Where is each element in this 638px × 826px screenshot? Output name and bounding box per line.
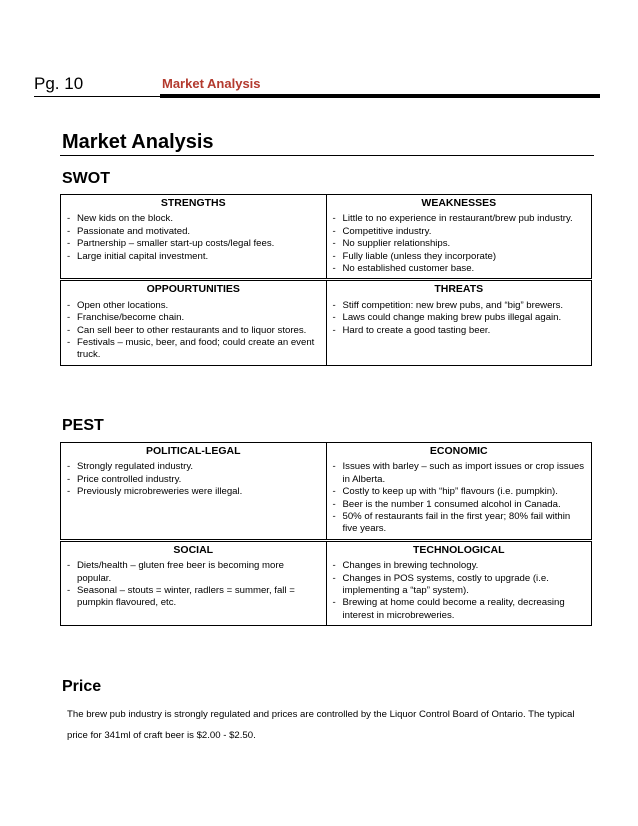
list-item: - Festivals – music, beer, and food; could create an event truck. xyxy=(67,337,320,362)
threats-heading: THREATS xyxy=(326,280,592,298)
swot-table xyxy=(60,194,592,366)
list-item: - Laws could change making brew pubs illegal again. xyxy=(333,312,586,324)
social-heading: SOCIAL xyxy=(61,540,327,558)
list-item: - Changes in brewing technology. xyxy=(333,560,586,572)
list-item: - Partnership – smaller start-up costs/legal fees. xyxy=(67,238,320,250)
title-rule xyxy=(60,155,594,156)
political-cell xyxy=(61,459,327,540)
list-item: - Strongly regulated industry. xyxy=(67,461,320,473)
list-item: - Brewing at home could become a reality, decreasing interest in microbreweries. xyxy=(333,597,586,622)
pest-title: PEST xyxy=(62,417,104,434)
economic-list xyxy=(333,461,586,535)
list-item: - Seasonal – stouts = winter, radlers = summer, fall = pumpkin flavoured, etc. xyxy=(67,585,320,610)
list-item: - Hard to create a good tasting beer. xyxy=(333,325,586,337)
list-item: - No established customer base. xyxy=(333,263,586,275)
list-item: - Costly to keep up with “hip” flavours (i.e. pumpkin). xyxy=(333,486,586,498)
list-item: - New kids on the block. xyxy=(67,213,320,225)
threats-list xyxy=(333,300,586,337)
strengths-cell xyxy=(61,211,327,280)
pest-table xyxy=(60,442,592,626)
list-item: - 50% of restaurants fail in the first year; 80% fail within five years. xyxy=(333,511,586,536)
header-title: Market Analysis xyxy=(162,76,261,91)
list-item: - Passionate and motivated. xyxy=(67,226,320,238)
list-item: - Beer is the number 1 consumed alcohol in Canada. xyxy=(333,499,586,511)
economic-cell xyxy=(326,459,592,540)
economic-heading: ECONOMIC xyxy=(326,443,592,460)
political-heading: POLITICAL-LEGAL xyxy=(61,443,327,460)
list-item: - Can sell beer to other restaurants and to liquor stores. xyxy=(67,325,320,337)
list-item: - Open other locations. xyxy=(67,300,320,312)
political-list xyxy=(67,461,320,498)
social-cell xyxy=(61,558,327,626)
list-item: - Issues with barley – such as import issues or crop issues in Alberta. xyxy=(333,461,586,486)
strengths-heading: STRENGTHS xyxy=(61,195,327,212)
technological-heading: TECHNOLOGICAL xyxy=(326,540,592,558)
list-item: - Diets/health – gluten free beer is becoming more popular. xyxy=(67,560,320,585)
list-item: - Fully liable (unless they incorporate) xyxy=(333,251,586,263)
list-item: - Price controlled industry. xyxy=(67,474,320,486)
swot-title: SWOT xyxy=(62,170,110,187)
strengths-list xyxy=(67,213,320,263)
list-item: - No supplier relationships. xyxy=(333,238,586,250)
page-number: Pg. 10 xyxy=(34,74,84,93)
list-item: - Competitive industry. xyxy=(333,226,586,238)
list-item: - Previously microbreweries were illegal. xyxy=(67,486,320,498)
opportunities-list xyxy=(67,300,320,362)
technological-cell xyxy=(326,558,592,626)
list-item: - Large initial capital investment. xyxy=(67,251,320,263)
opportunities-cell xyxy=(61,298,327,366)
page-header xyxy=(34,72,600,102)
list-item: - Franchise/become chain. xyxy=(67,312,320,324)
weaknesses-cell xyxy=(326,211,592,280)
list-item: - Changes in POS systems, costly to upgrade (i.e. implementing a “tap” system). xyxy=(333,573,586,598)
technological-list xyxy=(333,560,586,622)
list-item: - Stiff competition: new brew pubs, and “big” brewers. xyxy=(333,300,586,312)
opportunities-heading: OPPOURTUNITIES xyxy=(61,280,327,298)
threats-cell xyxy=(326,298,592,366)
price-title: Price xyxy=(62,678,102,695)
price-paragraph: The brew pub industry is strongly regulated and prices are controlled by the Liquor Control Board of Ontario. The typical price for 341ml of craft beer is $2.00 - $2.50. xyxy=(67,709,575,741)
weaknesses-list xyxy=(333,213,586,275)
page-title: Market Analysis xyxy=(62,131,214,153)
list-item: - Little to no experience in restaurant/brew pub industry. xyxy=(333,213,586,225)
weaknesses-heading: WEAKNESSES xyxy=(326,195,592,212)
social-list xyxy=(67,560,320,610)
header-rule-thick xyxy=(160,94,600,98)
